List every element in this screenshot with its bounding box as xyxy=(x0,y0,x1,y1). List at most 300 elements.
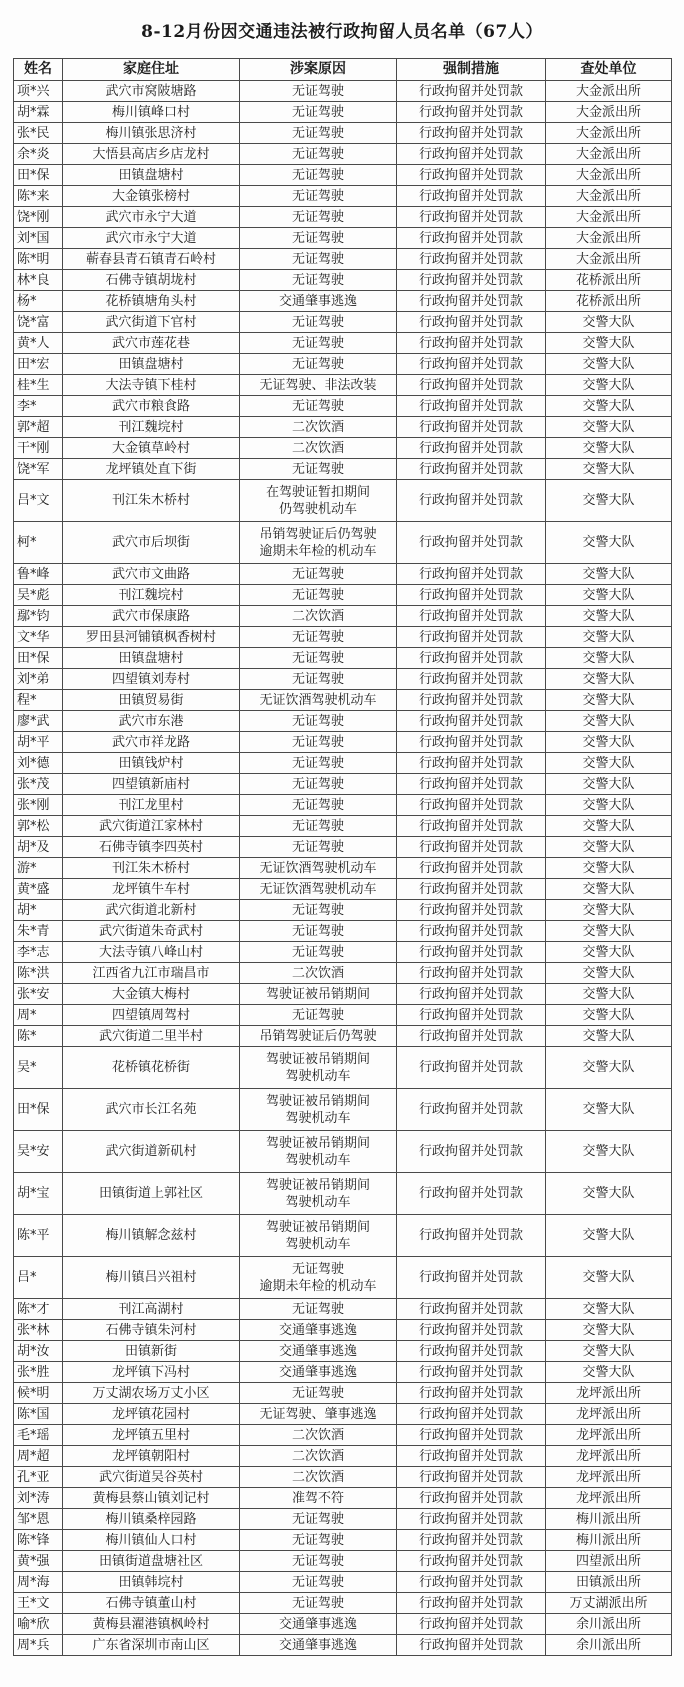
cell-address xyxy=(63,732,240,753)
cell-reason xyxy=(240,858,397,879)
cell-unit-text: 交警大队 xyxy=(582,839,635,855)
cell-measure xyxy=(397,1047,546,1089)
cell-measure-text: 行政拘留并处罚款 xyxy=(418,398,523,414)
cell-name-text: 廖*武 xyxy=(17,713,50,729)
cell-unit xyxy=(546,249,672,270)
cell-name xyxy=(14,1026,63,1047)
cell-name xyxy=(14,1047,63,1089)
cell-measure-text: 行政拘留并处罚款 xyxy=(418,251,523,267)
cell-measure-text: 行政拘留并处罚款 xyxy=(418,1490,523,1506)
cell-address-text: 武穴街道朱奇武村 xyxy=(98,923,203,939)
cell-reason xyxy=(240,438,397,459)
cell-unit xyxy=(546,1509,672,1530)
cell-reason xyxy=(240,270,397,291)
cell-name-text: 胡*霖 xyxy=(17,104,50,120)
cell-name-text: 张*民 xyxy=(17,125,50,141)
cell-name xyxy=(14,606,63,627)
cell-name-text: 田*保 xyxy=(17,167,50,183)
cell-address xyxy=(63,942,240,963)
table-row xyxy=(14,1635,672,1656)
cell-unit-text: 龙坪派出所 xyxy=(575,1385,641,1401)
cell-unit xyxy=(546,1404,672,1425)
cell-name-text: 周*超 xyxy=(17,1448,50,1464)
table-row xyxy=(14,1446,672,1467)
cell-name xyxy=(14,711,63,732)
cell-unit-text: 交警大队 xyxy=(582,986,635,1002)
cell-unit xyxy=(546,1446,672,1467)
cell-unit-text: 龙坪派出所 xyxy=(575,1469,641,1485)
cell-address xyxy=(63,606,240,627)
cell-name-text: 黄*盛 xyxy=(17,881,50,897)
cell-measure-text: 行政拘留并处罚款 xyxy=(418,1028,523,1044)
cell-reason-text: 无证驾驶 xyxy=(291,1385,344,1401)
cell-unit xyxy=(546,921,672,942)
cell-unit-text: 交警大队 xyxy=(582,818,635,834)
cell-measure-text: 行政拘留并处罚款 xyxy=(418,1637,523,1653)
cell-reason xyxy=(240,249,397,270)
cell-name xyxy=(14,1446,63,1467)
cell-unit xyxy=(546,1005,672,1026)
cell-reason xyxy=(240,1215,397,1257)
cell-address-text: 武穴市后坝街 xyxy=(111,535,190,550)
cell-unit xyxy=(546,81,672,102)
cell-reason-text: 无证驾驶 xyxy=(291,839,344,855)
cell-name xyxy=(14,1257,63,1299)
cell-name xyxy=(14,144,63,165)
cell-reason xyxy=(240,123,397,144)
cell-name-text: 张*林 xyxy=(17,1322,50,1338)
cell-measure xyxy=(397,1467,546,1488)
cell-address xyxy=(63,249,240,270)
cell-reason-text: 无证驾驶 xyxy=(291,230,344,246)
cell-unit-text: 交警大队 xyxy=(582,1186,635,1201)
cell-unit xyxy=(546,459,672,480)
cell-address xyxy=(63,396,240,417)
cell-name-text: 吕*文 xyxy=(17,493,50,508)
cell-name xyxy=(14,564,63,585)
table-row xyxy=(14,963,672,984)
cell-name xyxy=(14,1089,63,1131)
cell-reason-text: 吊销驾驶证后仍驾驶 xyxy=(259,1028,377,1044)
cell-unit-text: 交警大队 xyxy=(582,566,635,582)
table-row xyxy=(14,1005,672,1026)
table-row xyxy=(14,942,672,963)
cell-address-text: 龙坪镇牛车村 xyxy=(111,881,190,897)
cell-name xyxy=(14,1131,63,1173)
table-row xyxy=(14,1215,672,1257)
cell-address xyxy=(63,564,240,585)
cell-address xyxy=(63,1131,240,1173)
table-row xyxy=(14,921,672,942)
cell-name xyxy=(14,333,63,354)
cell-unit xyxy=(546,606,672,627)
cell-measure-text: 行政拘留并处罚款 xyxy=(418,440,523,456)
table-row xyxy=(14,1593,672,1614)
cell-unit-text: 交警大队 xyxy=(582,734,635,750)
cell-reason-text: 无证驾驶 xyxy=(291,356,344,372)
cell-measure-text: 行政拘留并处罚款 xyxy=(418,188,523,204)
cell-address-text: 武穴街道下官村 xyxy=(105,314,197,330)
cell-measure-text: 行政拘留并处罚款 xyxy=(418,923,523,939)
cell-measure-text: 行政拘留并处罚款 xyxy=(418,713,523,729)
cell-address xyxy=(63,270,240,291)
cell-unit xyxy=(546,585,672,606)
cell-unit xyxy=(546,123,672,144)
cell-reason xyxy=(240,1362,397,1383)
table-row xyxy=(14,1047,672,1089)
cell-unit xyxy=(546,375,672,396)
cell-reason-text: 无证驾驶 xyxy=(291,1574,344,1590)
cell-address-text: 刊江朱木桥村 xyxy=(111,493,190,508)
cell-measure-text: 行政拘留并处罚款 xyxy=(418,1511,523,1527)
cell-reason xyxy=(240,102,397,123)
table-row xyxy=(14,186,672,207)
cell-name-text: 吕* xyxy=(17,1270,37,1285)
cell-address-text: 武穴市长江名苑 xyxy=(105,1102,197,1117)
cell-address xyxy=(63,291,240,312)
table-row xyxy=(14,1614,672,1635)
cell-name xyxy=(14,1320,63,1341)
cell-measure-text: 行政拘留并处罚款 xyxy=(418,608,523,624)
cell-name xyxy=(14,480,63,522)
cell-reason-text: 无证饮酒驾驶机动车 xyxy=(259,860,377,876)
document-title: 8-12月份因交通违法被行政拘留人员名单（67人） xyxy=(141,21,543,42)
table-row xyxy=(14,438,672,459)
cell-address-text: 龙坪镇下冯村 xyxy=(111,1364,190,1380)
cell-measure xyxy=(397,333,546,354)
cell-unit xyxy=(546,879,672,900)
cell-name-text: 鄢*钧 xyxy=(17,608,50,624)
cell-address xyxy=(63,1467,240,1488)
table-row xyxy=(14,354,672,375)
cell-unit xyxy=(546,1215,672,1257)
cell-unit xyxy=(546,165,672,186)
cell-name-text: 田*宏 xyxy=(17,356,50,372)
cell-measure xyxy=(397,81,546,102)
cell-unit-text: 交警大队 xyxy=(582,1270,635,1285)
cell-measure-text: 行政拘留并处罚款 xyxy=(418,797,523,813)
cell-name xyxy=(14,81,63,102)
table-row xyxy=(14,522,672,564)
cell-name-text: 喻*欣 xyxy=(17,1616,50,1632)
cell-address xyxy=(63,144,240,165)
cell-address xyxy=(63,1383,240,1404)
cell-reason-text: 二次饮酒 xyxy=(291,608,344,624)
cell-measure-text: 行政拘留并处罚款 xyxy=(418,650,523,666)
cell-reason-text: 交通肇事逃逸 xyxy=(278,293,357,309)
table-row xyxy=(14,1551,672,1572)
cell-unit-text: 交警大队 xyxy=(582,535,635,550)
table-row xyxy=(14,1362,672,1383)
cell-address-text: 梅川镇张思济村 xyxy=(105,125,197,141)
cell-name-text: 干*刚 xyxy=(17,440,50,456)
cell-reason-text: 二次饮酒 xyxy=(291,440,344,456)
header-name: 姓名 xyxy=(14,59,63,81)
table-row xyxy=(14,690,672,711)
cell-name xyxy=(14,879,63,900)
cell-name-text: 陈*国 xyxy=(17,1406,50,1422)
cell-address xyxy=(63,963,240,984)
cell-reason-text: 无证驾驶 xyxy=(291,923,344,939)
cell-measure xyxy=(397,1257,546,1299)
cell-unit xyxy=(546,1383,672,1404)
cell-name-text: 胡* xyxy=(17,902,37,918)
cell-measure xyxy=(397,417,546,438)
cell-reason xyxy=(240,1572,397,1593)
cell-address xyxy=(63,795,240,816)
cell-reason-text: 无证驾驶 xyxy=(291,167,344,183)
cell-name-text: 陈*才 xyxy=(17,1301,50,1317)
cell-unit-text: 龙坪派出所 xyxy=(575,1427,641,1443)
cell-unit xyxy=(546,627,672,648)
cell-measure-text: 行政拘留并处罚款 xyxy=(418,1406,523,1422)
cell-reason xyxy=(240,1425,397,1446)
cell-reason xyxy=(240,312,397,333)
cell-unit xyxy=(546,1257,672,1299)
table-row xyxy=(14,648,672,669)
table-row xyxy=(14,333,672,354)
cell-reason xyxy=(240,669,397,690)
cell-address xyxy=(63,585,240,606)
cell-unit-text: 大金派出所 xyxy=(575,209,641,225)
cell-measure-text: 行政拘留并处罚款 xyxy=(418,860,523,876)
cell-unit-text: 交警大队 xyxy=(582,461,635,477)
cell-measure xyxy=(397,1572,546,1593)
cell-reason xyxy=(240,732,397,753)
cell-name-text: 田*保 xyxy=(17,650,50,666)
cell-measure xyxy=(397,690,546,711)
cell-address-text: 蕲春县青石镇青石岭村 xyxy=(85,251,216,267)
cell-measure xyxy=(397,1551,546,1572)
cell-address xyxy=(63,207,240,228)
cell-reason xyxy=(240,1005,397,1026)
cell-reason-text: 无证驾驶 xyxy=(291,944,344,960)
cell-unit-text: 交警大队 xyxy=(582,923,635,939)
cell-name xyxy=(14,228,63,249)
cell-measure-text: 行政拘留并处罚款 xyxy=(418,1469,523,1485)
cell-measure-text: 行政拘留并处罚款 xyxy=(418,671,523,687)
cell-address-text: 武穴市莲花巷 xyxy=(111,335,190,351)
cell-address-text: 大金镇草岭村 xyxy=(111,440,190,456)
cell-name-text: 饶*军 xyxy=(17,461,50,477)
cell-address-text: 田镇盘塘村 xyxy=(118,167,184,183)
cell-measure xyxy=(397,648,546,669)
table-row xyxy=(14,564,672,585)
header-address: 家庭住址 xyxy=(63,59,240,81)
cell-measure-text: 行政拘留并处罚款 xyxy=(418,692,523,708)
cell-address xyxy=(63,1635,240,1656)
cell-measure-text: 行政拘留并处罚款 xyxy=(418,1364,523,1380)
cell-name-text: 候*明 xyxy=(17,1385,50,1401)
cell-address-text: 梅川镇仙人口村 xyxy=(105,1532,197,1548)
cell-address xyxy=(63,816,240,837)
cell-address xyxy=(63,1425,240,1446)
cell-name-text: 胡*宝 xyxy=(17,1186,50,1201)
header-unit: 查处单位 xyxy=(546,59,672,81)
cell-name-text: 吴* xyxy=(17,1060,37,1075)
table-row xyxy=(14,480,672,522)
cell-unit-text: 大金派出所 xyxy=(575,167,641,183)
cell-reason-text: 无证驾驶 xyxy=(291,902,344,918)
cell-unit xyxy=(546,795,672,816)
cell-name-text: 周*兵 xyxy=(17,1637,50,1653)
cell-address xyxy=(63,522,240,564)
cell-reason-text: 无证驾驶 xyxy=(291,335,344,351)
cell-reason-text: 驾驶证被吊销期间 驾驶机动车 xyxy=(265,1093,370,1126)
cell-measure xyxy=(397,165,546,186)
cell-measure xyxy=(397,984,546,1005)
cell-unit xyxy=(546,1425,672,1446)
cell-measure xyxy=(397,1488,546,1509)
cell-reason-text: 无证驾驶 xyxy=(291,713,344,729)
table-row xyxy=(14,459,672,480)
cell-reason-text: 交通肇事逃逸 xyxy=(278,1616,357,1632)
cell-name-text: 张*刚 xyxy=(17,797,50,813)
cell-measure xyxy=(397,774,546,795)
cell-name-text: 吴*彪 xyxy=(17,587,50,603)
cell-measure-text: 行政拘留并处罚款 xyxy=(418,1007,523,1023)
cell-name xyxy=(14,1341,63,1362)
cell-unit xyxy=(546,837,672,858)
cell-unit xyxy=(546,1026,672,1047)
cell-reason xyxy=(240,1635,397,1656)
table-row xyxy=(14,102,672,123)
cell-measure xyxy=(397,1026,546,1047)
table-row xyxy=(14,858,672,879)
cell-unit xyxy=(546,753,672,774)
cell-measure-text: 行政拘留并处罚款 xyxy=(418,839,523,855)
cell-reason-text: 无证驾驶 xyxy=(291,629,344,645)
cell-name-text: 刘*涛 xyxy=(17,1490,50,1506)
table-row xyxy=(14,249,672,270)
cell-reason xyxy=(240,1341,397,1362)
cell-unit xyxy=(546,312,672,333)
cell-name xyxy=(14,522,63,564)
table-row xyxy=(14,816,672,837)
cell-name-text: 文*华 xyxy=(17,629,50,645)
cell-measure-text: 行政拘留并处罚款 xyxy=(418,461,523,477)
cell-reason-text: 准驾不符 xyxy=(291,1490,344,1506)
cell-measure xyxy=(397,438,546,459)
cell-name xyxy=(14,165,63,186)
cell-address xyxy=(63,480,240,522)
cell-unit-text: 万丈湖派出所 xyxy=(569,1595,648,1611)
cell-reason xyxy=(240,459,397,480)
cell-measure xyxy=(397,858,546,879)
cell-reason-text: 二次饮酒 xyxy=(291,965,344,981)
cell-reason xyxy=(240,753,397,774)
cell-measure xyxy=(397,753,546,774)
cell-unit-text: 花桥派出所 xyxy=(575,272,641,288)
cell-reason-text: 驾驶证被吊销期间 驾驶机动车 xyxy=(265,1219,370,1252)
cell-unit-text: 交警大队 xyxy=(582,587,635,603)
cell-address xyxy=(63,921,240,942)
cell-address-text: 大金镇大梅村 xyxy=(111,986,190,1002)
cell-unit xyxy=(546,1614,672,1635)
cell-address xyxy=(63,375,240,396)
cell-name xyxy=(14,123,63,144)
cell-unit xyxy=(546,102,672,123)
cell-measure xyxy=(397,102,546,123)
cell-reason-text: 无证驾驶 xyxy=(291,398,344,414)
cell-unit-text: 交警大队 xyxy=(582,629,635,645)
cell-reason-text: 无证驾驶 xyxy=(291,797,344,813)
cell-name-text: 周*海 xyxy=(17,1574,50,1590)
cell-measure xyxy=(397,585,546,606)
cell-reason-text: 驾驶证被吊销期间 xyxy=(265,986,370,1002)
table-row xyxy=(14,837,672,858)
cell-name xyxy=(14,1614,63,1635)
cell-measure-text: 行政拘留并处罚款 xyxy=(418,1301,523,1317)
cell-name-text: 吴*安 xyxy=(17,1144,50,1159)
cell-unit xyxy=(546,1551,672,1572)
cell-measure xyxy=(397,1341,546,1362)
table-header-row xyxy=(14,59,672,81)
cell-measure xyxy=(397,144,546,165)
cell-address-text: 石佛寺镇李四英村 xyxy=(98,839,203,855)
cell-address xyxy=(63,753,240,774)
cell-unit xyxy=(546,900,672,921)
cell-address-text: 田镇贸易街 xyxy=(118,692,184,708)
cell-measure-text: 行政拘留并处罚款 xyxy=(418,146,523,162)
cell-measure-text: 行政拘留并处罚款 xyxy=(418,986,523,1002)
table-row xyxy=(14,1404,672,1425)
cell-measure xyxy=(397,522,546,564)
cell-reason xyxy=(240,291,397,312)
cell-measure xyxy=(397,1404,546,1425)
cell-measure xyxy=(397,396,546,417)
cell-unit-text: 交警大队 xyxy=(582,419,635,435)
cell-reason xyxy=(240,606,397,627)
cell-measure xyxy=(397,207,546,228)
cell-address-text: 武穴市窝陂塘路 xyxy=(105,83,197,99)
cell-measure-text: 行政拘留并处罚款 xyxy=(418,293,523,309)
cell-address-text: 武穴市东港 xyxy=(118,713,184,729)
cell-address xyxy=(63,1572,240,1593)
cell-unit-text: 交警大队 xyxy=(582,944,635,960)
cell-reason xyxy=(240,1383,397,1404)
table-row xyxy=(14,753,672,774)
cell-measure-text: 行政拘留并处罚款 xyxy=(418,209,523,225)
header-measure: 强制措施 xyxy=(397,59,546,81)
cell-measure xyxy=(397,375,546,396)
cell-measure-text: 行政拘留并处罚款 xyxy=(418,734,523,750)
cell-unit-text: 交警大队 xyxy=(582,1144,635,1159)
cell-name-text: 林*良 xyxy=(17,272,50,288)
cell-address xyxy=(63,228,240,249)
cell-measure xyxy=(397,963,546,984)
table-row xyxy=(14,1173,672,1215)
cell-reason xyxy=(240,1530,397,1551)
cell-name xyxy=(14,291,63,312)
cell-name-text: 饶*刚 xyxy=(17,209,50,225)
cell-reason xyxy=(240,1089,397,1131)
cell-reason-text: 二次饮酒 xyxy=(291,1427,344,1443)
cell-unit xyxy=(546,816,672,837)
cell-address xyxy=(63,354,240,375)
cell-name-text: 刘*国 xyxy=(17,230,50,246)
cell-unit xyxy=(546,522,672,564)
cell-address-text: 田镇钱炉村 xyxy=(118,755,184,771)
cell-reason xyxy=(240,375,397,396)
cell-measure xyxy=(397,627,546,648)
table-row xyxy=(14,270,672,291)
cell-address xyxy=(63,627,240,648)
table-row xyxy=(14,165,672,186)
cell-reason xyxy=(240,480,397,522)
cell-unit xyxy=(546,207,672,228)
cell-address xyxy=(63,123,240,144)
